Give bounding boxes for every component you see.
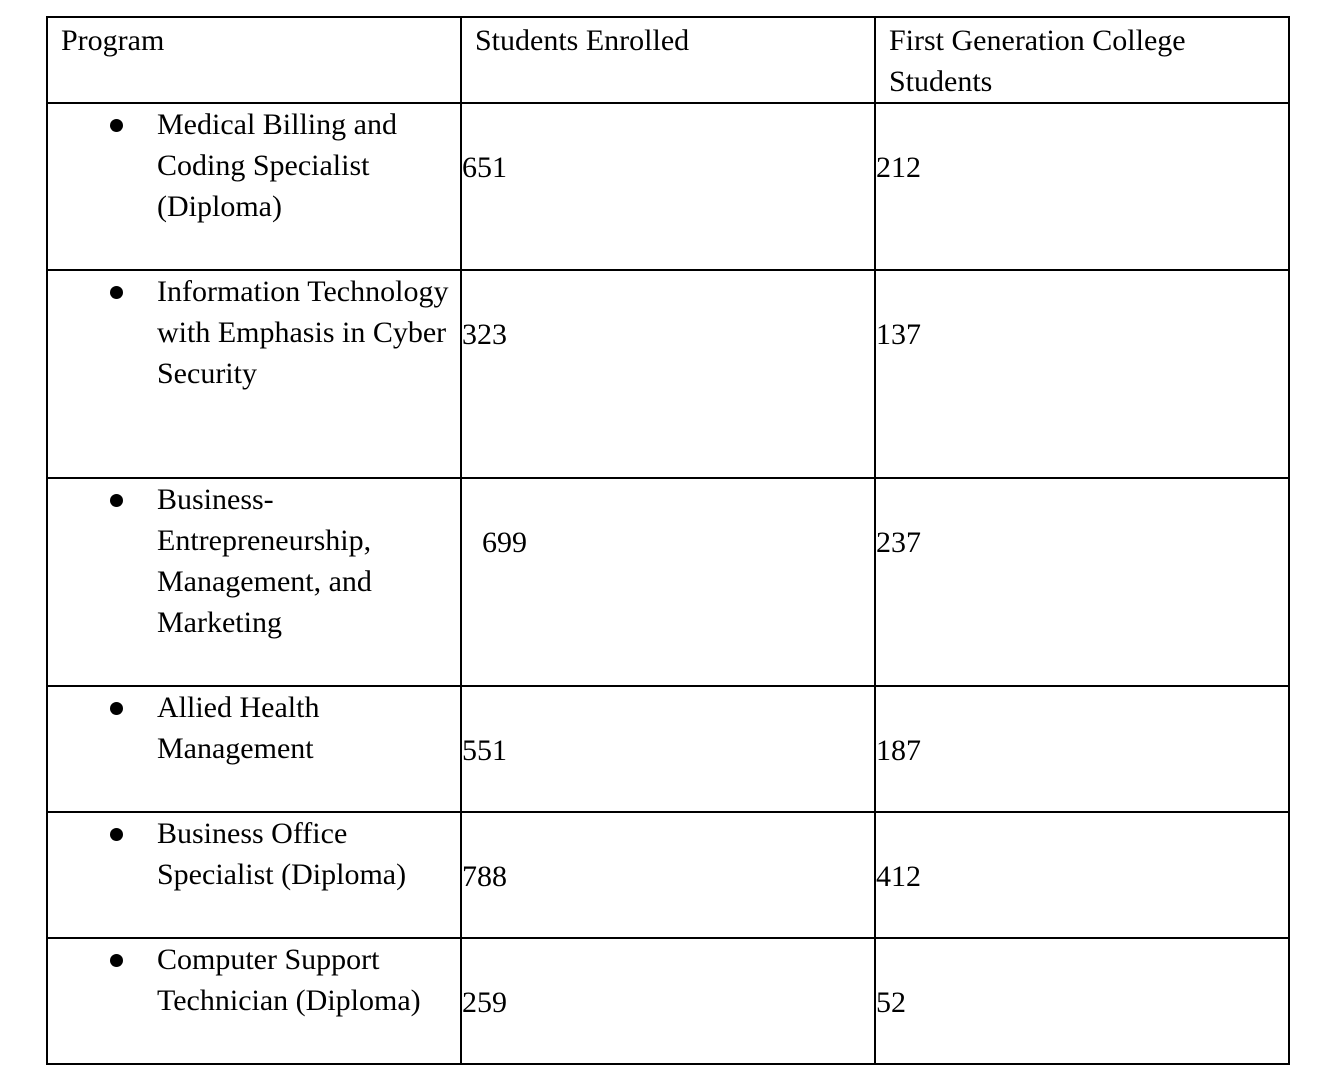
table-row bbox=[47, 938, 1289, 1064]
program-cell bbox=[47, 686, 461, 812]
first-gen-cell: 137 bbox=[875, 270, 1289, 478]
program-name: Business Office Specialist (Diploma) bbox=[157, 817, 407, 891]
header-program: Program bbox=[47, 17, 461, 103]
header-first-generation: First Generation College Students bbox=[875, 17, 1289, 103]
first-gen-cell: 52 bbox=[875, 938, 1289, 1064]
table-row bbox=[47, 103, 1289, 270]
program-enrollment-table bbox=[46, 16, 1290, 1065]
table-row bbox=[47, 812, 1289, 938]
enrolled-cell: 788 bbox=[461, 812, 875, 938]
first-gen-cell: 187 bbox=[875, 686, 1289, 812]
table-row bbox=[47, 270, 1289, 478]
program-name: Medical Billing and Coding Specialist (Diploma) bbox=[157, 108, 397, 223]
program-cell bbox=[47, 270, 461, 478]
program-cell bbox=[47, 478, 461, 686]
program-cell bbox=[47, 938, 461, 1064]
enrolled-cell: 323 bbox=[461, 270, 875, 478]
program-name: Allied Health Management bbox=[157, 691, 320, 765]
enrolled-cell: 699 bbox=[461, 478, 875, 686]
table-row bbox=[47, 686, 1289, 812]
program-cell bbox=[47, 103, 461, 270]
program-cell bbox=[47, 812, 461, 938]
program-name: Information Technology with Emphasis in Cyber Security bbox=[157, 275, 449, 390]
enrolled-cell: 651 bbox=[461, 103, 875, 270]
first-gen-cell: 412 bbox=[875, 812, 1289, 938]
enrolled-cell: 551 bbox=[461, 686, 875, 812]
table-header-row bbox=[47, 17, 1289, 103]
program-name: Computer Support Technician (Diploma) bbox=[157, 943, 421, 1017]
enrolled-cell: 259 bbox=[461, 938, 875, 1064]
first-gen-cell: 237 bbox=[875, 478, 1289, 686]
header-students-enrolled: Students Enrolled bbox=[461, 17, 875, 103]
table-row bbox=[47, 478, 1289, 686]
first-gen-cell: 212 bbox=[875, 103, 1289, 270]
program-name: Business-Entrepreneurship, Management, and Marketing bbox=[157, 483, 372, 639]
